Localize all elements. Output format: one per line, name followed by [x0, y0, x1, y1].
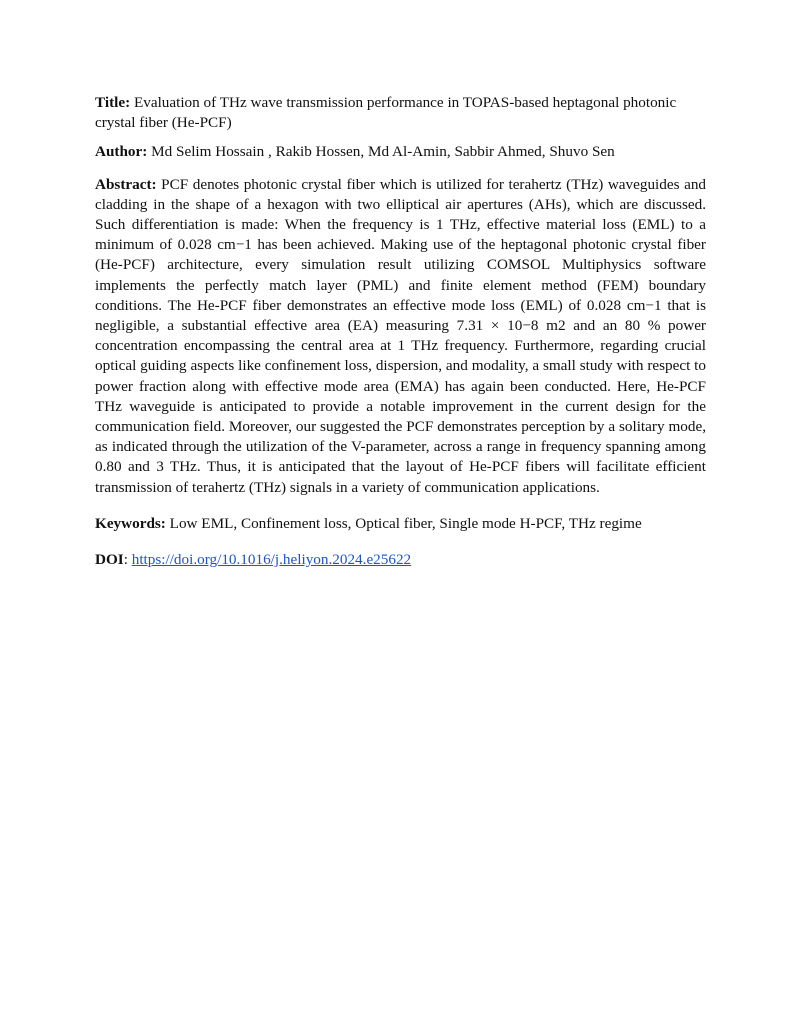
document-page	[95, 93, 706, 570]
keywords-block	[95, 514, 706, 534]
doi-label: DOI	[95, 551, 124, 569]
doi-link[interactable]: https://doi.org/10.1016/j.heliyon.2024.e25622	[131, 551, 412, 569]
author-label: Author:	[95, 143, 148, 161]
title-block	[95, 93, 706, 133]
doi-block	[95, 550, 706, 570]
doi-separator: :	[123, 551, 128, 569]
title-label: Title:	[95, 94, 131, 111]
author-block	[95, 142, 706, 162]
title-text: Evaluation of THz wave transmission performance in TOPAS-based heptagonal photonic crystal fiber (He-PCF)	[95, 94, 677, 132]
abstract-block	[95, 175, 706, 498]
abstract-label: Abstract:	[95, 175, 157, 193]
abstract-text: PCF denotes photonic crystal fiber which is utilized for terahertz (THz) waveguides and cladding in the shape of a hexagon with two elliptical air apertures (AHs), which are discussed. Such differentiation is made: When the frequency is 1 THz, effective material loss (EML) to a minimum of 0.028 cm−1 has been achieved. Making use of the heptagonal photonic crystal fiber (He-PCF) architecture, every simulation result utilizing COMSOL Multiphysics software implements the perfectly match layer (PML) and finite element method (FEM) boundary conditions. The He-PCF fiber demonstrates an effective mode loss (EML) of 0.028 cm−1 that is negligible, a substantial effective area (EA) measuring 7.31 × 10−8 m2 and an 80 % power concentration encompassing the central area at 1 THz frequency. Furthermore, regarding crucial optical guiding aspects like confinement loss, dispersion, and modality, a small study with respect to power fraction along with effective mode area (EMA) has again been conducted. Here, He-PCF THz waveguide is anticipated to provide a notable improvement in the current design for the communication field. Moreover, our suggested the PCF demonstrates perception by a solitary mode, as indicated through the utilization of the V-parameter, across a range in frequency spanning among 0.80 and 3 THz. Thus, it is anticipated that the layout of He-PCF fibers will facilitate efficient transmission of terahertz (THz) signals in a variety of communication applications.	[95, 175, 707, 496]
keywords-label: Keywords:	[95, 514, 166, 532]
author-names: Md Selim Hossain , Rakib Hossen, Md Al-Amin, Sabbir Ahmed, Shuvo Sen	[151, 143, 615, 161]
keywords-text: Low EML, Confinement loss, Optical fiber, Single mode H-PCF, THz regime	[169, 514, 642, 532]
